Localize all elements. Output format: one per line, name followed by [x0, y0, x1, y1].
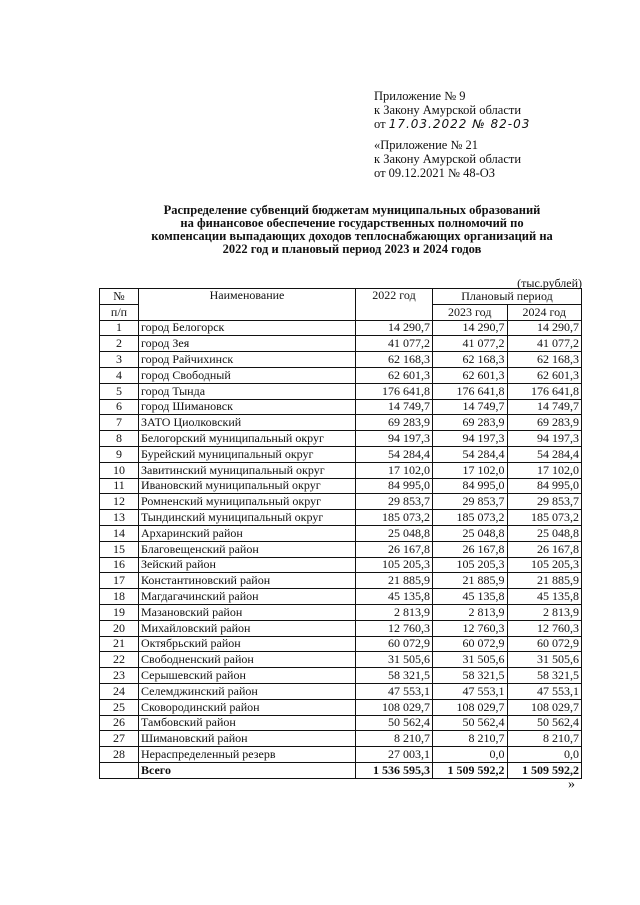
- row-value-2022: 84 995,0: [356, 478, 433, 494]
- total-number: [100, 762, 139, 778]
- total-value-2024: 1 509 592,2: [507, 762, 582, 778]
- row-number: 28: [100, 747, 139, 763]
- row-value-2023: 0,0: [433, 747, 508, 763]
- row-number: 7: [100, 415, 139, 431]
- document-heading: [104, 204, 600, 256]
- total-value-2023: 1 509 592,2: [433, 762, 508, 778]
- table-row: [100, 462, 582, 478]
- row-value-2022: 108 029,7: [356, 699, 433, 715]
- row-name: ЗАТО Циолковский: [139, 415, 356, 431]
- row-number: 22: [100, 652, 139, 668]
- row-name: город Белогорск: [139, 320, 356, 336]
- table-row: [100, 525, 582, 541]
- row-number: 16: [100, 557, 139, 573]
- row-name: Сковородинский район: [139, 699, 356, 715]
- row-value-2023: 69 283,9: [433, 415, 508, 431]
- row-number: 24: [100, 683, 139, 699]
- row-value-2022: 62 168,3: [356, 352, 433, 368]
- row-number: 27: [100, 731, 139, 747]
- row-value-2024: 2 813,9: [507, 604, 582, 620]
- row-value-2024: 45 135,8: [507, 589, 582, 605]
- row-value-2024: 60 072,9: [507, 636, 582, 652]
- row-value-2023: 84 995,0: [433, 478, 508, 494]
- row-value-2024: 47 553,1: [507, 683, 582, 699]
- row-value-2023: 14 749,7: [433, 399, 508, 415]
- row-value-2022: 25 048,8: [356, 525, 433, 541]
- row-value-2023: 185 073,2: [433, 510, 508, 526]
- table-row: [100, 604, 582, 620]
- row-name: Шимановский район: [139, 731, 356, 747]
- row-name: Михайловский район: [139, 620, 356, 636]
- row-number: 17: [100, 573, 139, 589]
- row-value-2023: 29 853,7: [433, 494, 508, 510]
- row-value-2024: 62 168,3: [507, 352, 582, 368]
- annex-9-title: Приложение № 9: [374, 89, 466, 103]
- row-name: Благовещенский район: [139, 541, 356, 557]
- row-value-2024: 84 995,0: [507, 478, 582, 494]
- row-value-2023: 54 284,4: [433, 446, 508, 462]
- row-value-2023: 21 885,9: [433, 573, 508, 589]
- row-number: 6: [100, 399, 139, 415]
- handwritten-date-number: 17.03.2022 № 82-03: [388, 117, 531, 131]
- row-value-2023: 14 290,7: [433, 320, 508, 336]
- table-row: [100, 510, 582, 526]
- row-value-2024: 12 760,3: [507, 620, 582, 636]
- total-name: Всего: [139, 762, 356, 778]
- row-number: 2: [100, 336, 139, 352]
- row-name: город Свободный: [139, 367, 356, 383]
- row-value-2023: 45 135,8: [433, 589, 508, 605]
- row-value-2023: 62 168,3: [433, 352, 508, 368]
- annex-9-date-line: [374, 117, 530, 131]
- table-row: [100, 446, 582, 462]
- row-value-2024: 8 210,7: [507, 731, 582, 747]
- row-value-2024: 62 601,3: [507, 367, 582, 383]
- row-value-2022: 69 283,9: [356, 415, 433, 431]
- row-number: 20: [100, 620, 139, 636]
- row-value-2024: 105 205,3: [507, 557, 582, 573]
- row-name: Свободненский район: [139, 652, 356, 668]
- row-value-2023: 47 553,1: [433, 683, 508, 699]
- annex-21-law: к Закону Амурской области: [374, 152, 522, 166]
- table-row: [100, 383, 582, 399]
- row-value-2024: 14 749,7: [507, 399, 582, 415]
- annex-9-law: к Закону Амурской области: [374, 103, 522, 117]
- row-value-2023: 31 505,6: [433, 652, 508, 668]
- table-row: [100, 747, 582, 763]
- table-total-row: [100, 762, 582, 778]
- row-name: город Тында: [139, 383, 356, 399]
- table-row: [100, 699, 582, 715]
- row-number: 13: [100, 510, 139, 526]
- row-value-2024: 26 167,8: [507, 541, 582, 557]
- header-name: Наименование: [139, 289, 356, 321]
- row-number: 14: [100, 525, 139, 541]
- row-number: 26: [100, 715, 139, 731]
- row-name: город Райчихинск: [139, 352, 356, 368]
- closing-quote: »: [568, 777, 575, 792]
- row-value-2023: 94 197,3: [433, 431, 508, 447]
- row-value-2022: 94 197,3: [356, 431, 433, 447]
- row-value-2022: 45 135,8: [356, 589, 433, 605]
- row-value-2024: 0,0: [507, 747, 582, 763]
- row-number: 25: [100, 699, 139, 715]
- annex-9-date-prefix: от: [374, 117, 386, 131]
- row-value-2024: 58 321,5: [507, 668, 582, 684]
- row-value-2023: 60 072,9: [433, 636, 508, 652]
- row-value-2022: 50 562,4: [356, 715, 433, 731]
- row-value-2022: 14 749,7: [356, 399, 433, 415]
- annex-21-reference: [374, 138, 521, 180]
- subsidy-table: [99, 288, 582, 779]
- row-value-2023: 176 641,8: [433, 383, 508, 399]
- row-name: Завитинский муниципальный округ: [139, 462, 356, 478]
- row-name: город Шимановск: [139, 399, 356, 415]
- row-value-2023: 12 760,3: [433, 620, 508, 636]
- row-value-2022: 62 601,3: [356, 367, 433, 383]
- row-value-2022: 21 885,9: [356, 573, 433, 589]
- row-number: 18: [100, 589, 139, 605]
- row-number: 9: [100, 446, 139, 462]
- row-value-2024: 14 290,7: [507, 320, 582, 336]
- row-value-2022: 47 553,1: [356, 683, 433, 699]
- row-value-2023: 2 813,9: [433, 604, 508, 620]
- row-name: Ромненский муниципальный округ: [139, 494, 356, 510]
- row-number: 10: [100, 462, 139, 478]
- row-value-2022: 58 321,5: [356, 668, 433, 684]
- row-value-2024: 185 073,2: [507, 510, 582, 526]
- table-row: [100, 320, 582, 336]
- row-name: Архаринский район: [139, 525, 356, 541]
- row-value-2023: 41 077,2: [433, 336, 508, 352]
- row-value-2022: 31 505,6: [356, 652, 433, 668]
- row-number: 12: [100, 494, 139, 510]
- row-value-2022: 41 077,2: [356, 336, 433, 352]
- row-number: 11: [100, 478, 139, 494]
- table-row: [100, 352, 582, 368]
- table-row: [100, 336, 582, 352]
- row-name: Магдагачинский район: [139, 589, 356, 605]
- row-value-2023: 26 167,8: [433, 541, 508, 557]
- row-value-2023: 58 321,5: [433, 668, 508, 684]
- annex-21-title: «Приложение № 21: [374, 138, 479, 152]
- row-name: Зейский район: [139, 557, 356, 573]
- table-row: [100, 478, 582, 494]
- row-value-2023: 108 029,7: [433, 699, 508, 715]
- row-name: Константиновский район: [139, 573, 356, 589]
- row-name: Белогорский муниципальный округ: [139, 431, 356, 447]
- row-name: Нераспределенный резерв: [139, 747, 356, 763]
- table-row: [100, 715, 582, 731]
- unit-label: (тыс.рублей): [517, 276, 582, 290]
- row-value-2024: 176 641,8: [507, 383, 582, 399]
- row-name: город Зея: [139, 336, 356, 352]
- row-name: Бурейский муниципальный округ: [139, 446, 356, 462]
- row-value-2022: 12 760,3: [356, 620, 433, 636]
- row-value-2022: 2 813,9: [356, 604, 433, 620]
- row-number: 4: [100, 367, 139, 383]
- row-value-2024: 25 048,8: [507, 525, 582, 541]
- row-value-2023: 25 048,8: [433, 525, 508, 541]
- annex-21-date: от 09.12.2021 № 48-ОЗ: [374, 166, 496, 180]
- table-row: [100, 573, 582, 589]
- table-row: [100, 668, 582, 684]
- row-value-2022: 14 290,7: [356, 320, 433, 336]
- table-body: [100, 320, 582, 778]
- row-value-2022: 54 284,4: [356, 446, 433, 462]
- row-name: Серышевский район: [139, 668, 356, 684]
- header-planned-period: Плановый период: [433, 289, 582, 305]
- total-value-2022: 1 536 595,3: [356, 762, 433, 778]
- table-row: [100, 683, 582, 699]
- row-value-2022: 185 073,2: [356, 510, 433, 526]
- row-name: Тамбовский район: [139, 715, 356, 731]
- annex-9-reference: [374, 89, 530, 131]
- row-value-2024: 108 029,7: [507, 699, 582, 715]
- row-number: 3: [100, 352, 139, 368]
- table-row: [100, 636, 582, 652]
- row-number: 21: [100, 636, 139, 652]
- table-row: [100, 494, 582, 510]
- row-value-2022: 17 102,0: [356, 462, 433, 478]
- row-value-2022: 176 641,8: [356, 383, 433, 399]
- table-row: [100, 541, 582, 557]
- header-num-bottom: п/п: [100, 304, 139, 320]
- row-value-2024: 29 853,7: [507, 494, 582, 510]
- table-row: [100, 367, 582, 383]
- row-value-2024: 17 102,0: [507, 462, 582, 478]
- row-value-2024: 41 077,2: [507, 336, 582, 352]
- table-row: [100, 557, 582, 573]
- table-row: [100, 399, 582, 415]
- row-name: Мазановский район: [139, 604, 356, 620]
- row-name: Тындинский муниципальный округ: [139, 510, 356, 526]
- heading-line-1: Распределение субвенций бюджетам муниципальных образований: [163, 203, 541, 217]
- row-name: Ивановский муниципальный округ: [139, 478, 356, 494]
- row-value-2024: 69 283,9: [507, 415, 582, 431]
- row-number: 1: [100, 320, 139, 336]
- row-name: Селемджинский район: [139, 683, 356, 699]
- row-value-2022: 26 167,8: [356, 541, 433, 557]
- row-value-2024: 31 505,6: [507, 652, 582, 668]
- header-2024: 2024 год: [507, 304, 582, 320]
- row-value-2024: 54 284,4: [507, 446, 582, 462]
- table-row: [100, 415, 582, 431]
- row-number: 15: [100, 541, 139, 557]
- heading-line-3: компенсации выпадающих доходов теплоснабжающих организаций на: [151, 229, 553, 243]
- row-value-2023: 62 601,3: [433, 367, 508, 383]
- row-value-2023: 8 210,7: [433, 731, 508, 747]
- header-2023: 2023 год: [433, 304, 508, 320]
- table-header-row: [100, 289, 582, 305]
- row-value-2022: 8 210,7: [356, 731, 433, 747]
- table-row: [100, 731, 582, 747]
- table-row: [100, 620, 582, 636]
- row-number: 19: [100, 604, 139, 620]
- row-value-2023: 17 102,0: [433, 462, 508, 478]
- header-num-top: №: [100, 289, 139, 305]
- row-value-2024: 21 885,9: [507, 573, 582, 589]
- row-value-2023: 50 562,4: [433, 715, 508, 731]
- heading-line-2: на финансовое обеспечение государственных полномочий по: [180, 216, 524, 230]
- table-row: [100, 431, 582, 447]
- row-value-2022: 60 072,9: [356, 636, 433, 652]
- table-row: [100, 589, 582, 605]
- table-row: [100, 652, 582, 668]
- header-2022: 2022 год: [356, 289, 433, 321]
- row-value-2024: 50 562,4: [507, 715, 582, 731]
- row-value-2022: 29 853,7: [356, 494, 433, 510]
- row-name: Октябрьский район: [139, 636, 356, 652]
- row-number: 23: [100, 668, 139, 684]
- row-value-2023: 105 205,3: [433, 557, 508, 573]
- heading-line-4: 2022 год и плановый период 2023 и 2024 годов: [222, 242, 482, 256]
- row-value-2022: 105 205,3: [356, 557, 433, 573]
- row-number: 5: [100, 383, 139, 399]
- row-value-2022: 27 003,1: [356, 747, 433, 763]
- row-value-2024: 94 197,3: [507, 431, 582, 447]
- row-number: 8: [100, 431, 139, 447]
